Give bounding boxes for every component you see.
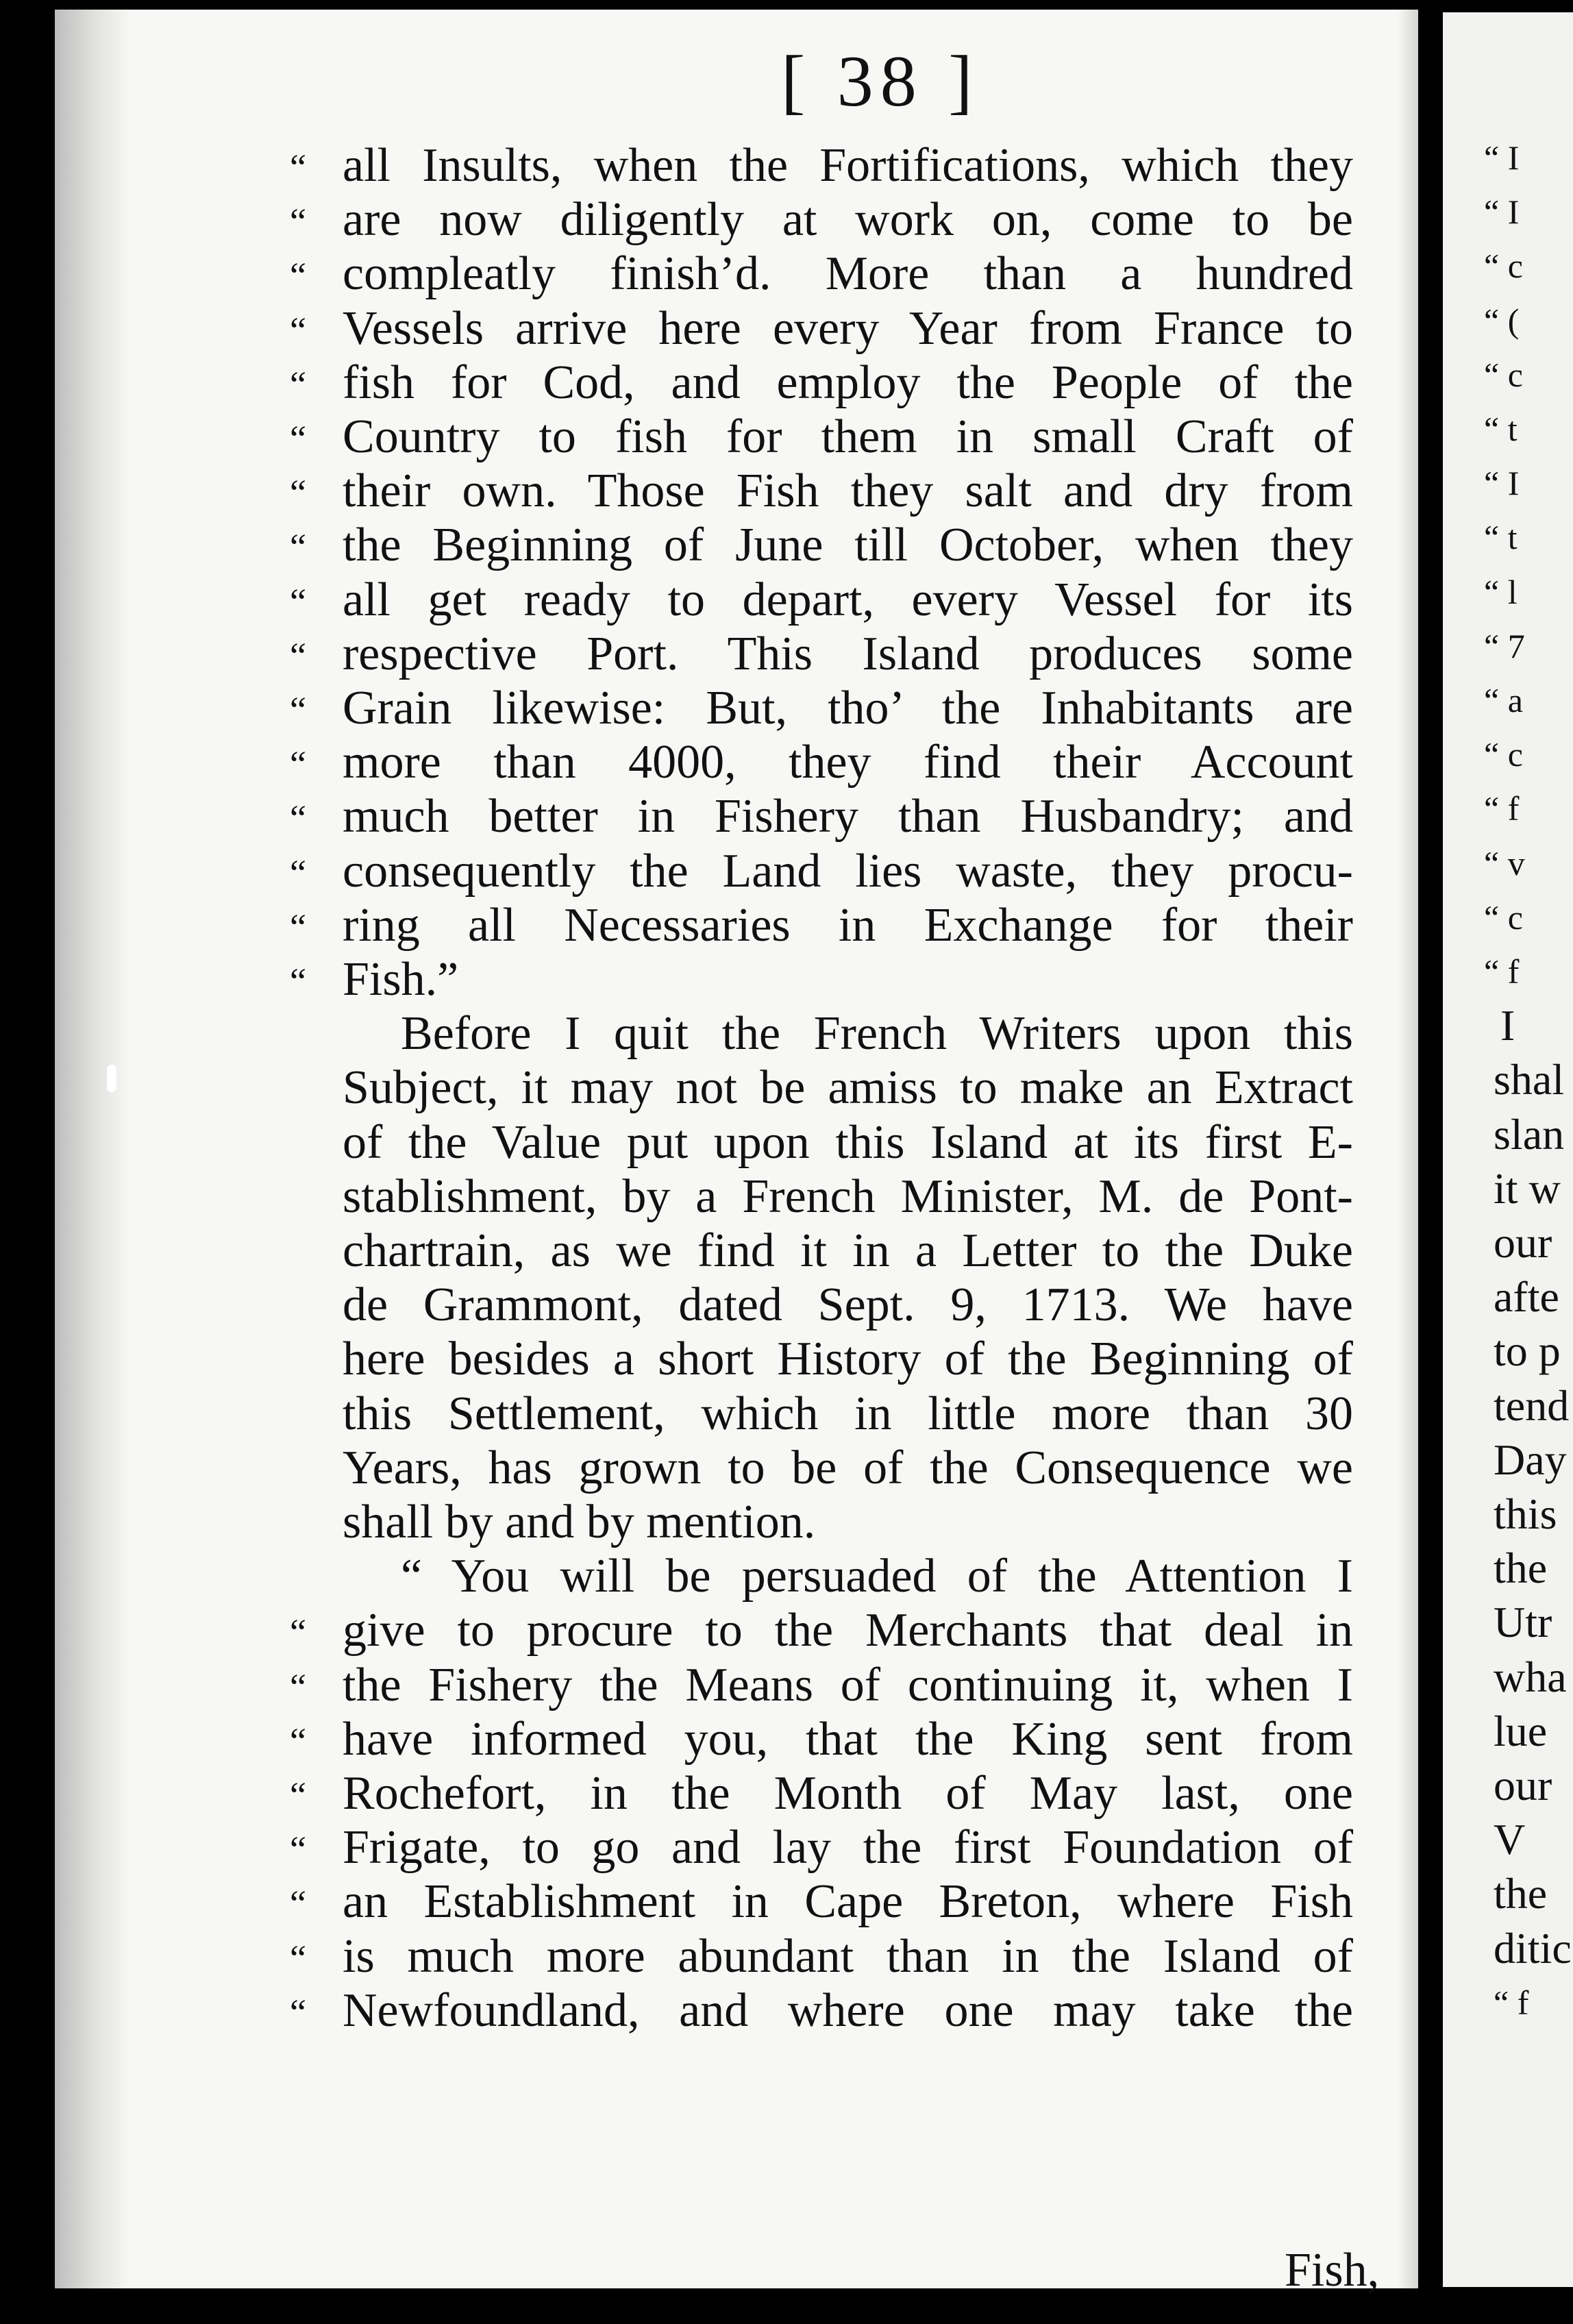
quote-mark: “ <box>290 1991 306 2033</box>
line-text: Grain likewise: But, tho’ the Inhabitants are <box>343 682 1353 734</box>
line-text: of the Value put upon this Island at its first E- <box>343 1115 1353 1169</box>
quote-mark: “ <box>290 1937 306 1979</box>
quote-mark: “ <box>290 526 306 568</box>
book-fold <box>1418 0 1443 2324</box>
facing-line: “ t <box>1484 518 1518 557</box>
quote-mark: “ <box>290 472 306 514</box>
paper-fleck <box>107 1065 116 1092</box>
line-text: the Beginning of June till October, when they <box>343 519 1353 572</box>
facing-line: “ c <box>1484 735 1523 774</box>
line-text: Country to fish for them in small Craft of <box>343 410 1353 463</box>
quote-mark: “ <box>290 906 306 948</box>
body-text <box>55 10 1418 2288</box>
line-text: shall by and by mention. <box>343 1496 816 1548</box>
line-text: “ You will be persuaded of the Attention I <box>401 1550 1353 1603</box>
catchword-text: Fish, <box>1285 2244 1380 2297</box>
line-text: Rochefort, in the Month of May last, one <box>343 1767 1353 1820</box>
facing-line: this <box>1494 1489 1557 1538</box>
line-text: give to procure to the Merchants that deal in <box>343 1604 1353 1657</box>
facing-line: “ f <box>1484 952 1520 991</box>
facing-line: slan <box>1494 1109 1565 1159</box>
facing-line: “ c <box>1484 355 1523 394</box>
book-page <box>55 10 1418 2297</box>
facing-line: wha <box>1494 1652 1567 1701</box>
quote-mark: “ <box>290 961 306 1002</box>
facing-line: “ c <box>1484 247 1523 286</box>
catchword <box>1285 2243 1379 2298</box>
facing-line: “ f <box>1494 1983 1529 2022</box>
quote-mark: “ <box>290 634 306 676</box>
line-text: chartrain, as we find it in a Letter to the Duke <box>343 1224 1353 1277</box>
page-number: [ 38 ] <box>781 41 980 121</box>
quote-mark: “ <box>290 363 306 405</box>
line-text: their own. Those Fish they salt and dry from <box>343 465 1353 518</box>
facing-line: our <box>1494 1761 1552 1809</box>
facing-line: our <box>1494 1218 1552 1267</box>
facing-line: “ v <box>1484 843 1525 882</box>
line-text: Frigate, to go and lay the first Foundation of <box>343 1821 1353 1875</box>
quote-mark: “ <box>290 418 306 459</box>
facing-line: to p <box>1494 1326 1561 1376</box>
facing-line: “ I <box>1484 193 1520 232</box>
line-text: all get ready to depart, every Vessel for its <box>343 573 1353 626</box>
facing-line: “ c <box>1484 898 1523 937</box>
facing-line: “ l <box>1484 572 1518 611</box>
line-text: an Establishment in Cape Breton, where Fish <box>343 1875 1353 1929</box>
line-text: stablishment, by a French Minister, M. de Pont- <box>343 1170 1353 1223</box>
facing-line: “ t <box>1484 410 1518 448</box>
facing-line: “ 7 <box>1484 626 1525 665</box>
quote-mark: “ <box>290 1666 306 1707</box>
line-text: compleatly finish’d. More than a hundred <box>343 247 1353 301</box>
line-text: Subject, it may not be amiss to make an Extract <box>343 1061 1353 1115</box>
line-text: respective Port. This Island produces some <box>343 627 1353 680</box>
line-text: are now diligently at work on, come to be <box>343 193 1353 247</box>
line-text: fish for Cod, and employ the People of the <box>343 356 1353 409</box>
facing-line: lue <box>1494 1706 1548 1755</box>
line-text: Before I quit the French Writers upon this <box>401 1007 1353 1061</box>
quote-mark: “ <box>290 201 306 243</box>
line-text: more than 4000, they find their Account <box>343 736 1353 789</box>
quote-mark: “ <box>290 309 306 351</box>
facing-line: “ f <box>1484 789 1520 828</box>
line-text: Vessels arrive here every Year from France to <box>343 301 1353 355</box>
facing-line: I <box>1500 1001 1515 1050</box>
facing-line: tend <box>1494 1381 1570 1430</box>
quote-mark: “ <box>290 1775 306 1816</box>
quote-mark: “ <box>290 1829 306 1870</box>
line-text: the Fishery the Means of continuing it, when I <box>343 1658 1353 1711</box>
facing-line: the <box>1494 1544 1548 1593</box>
quote-mark: “ <box>290 1611 306 1653</box>
line-text: de Grammont, dated Sept. 9, 1713. We have <box>343 1278 1353 1332</box>
quote-mark: “ <box>290 798 306 839</box>
facing-line: Day <box>1494 1435 1567 1484</box>
facing-line: “ I <box>1484 138 1520 177</box>
line-text: have informed you, that the King sent from <box>343 1712 1353 1766</box>
quote-mark: “ <box>290 689 306 730</box>
facing-line: afte <box>1494 1272 1559 1322</box>
facing-line: “ I <box>1484 464 1520 503</box>
line-text: ring all Necessaries in Exchange for their <box>343 898 1353 952</box>
quote-mark: “ <box>290 147 306 188</box>
line-text: is much more abundant than in the Island of <box>343 1929 1353 1983</box>
line-text: all Insults, when the Fortifications, which they <box>343 139 1353 192</box>
quote-mark: “ <box>290 580 306 622</box>
quote-mark: “ <box>290 1883 306 1925</box>
line-text: this Settlement, which in little more than 30 <box>343 1387 1353 1440</box>
line-text: here besides a short History of the Beginning of <box>343 1333 1353 1386</box>
line-text: much better in Fishery than Husbandry; and <box>343 790 1353 843</box>
facing-line: shal <box>1494 1055 1565 1104</box>
facing-line: V <box>1494 1815 1526 1864</box>
line-text: Newfoundland, and where one may take the <box>343 1983 1353 2037</box>
facing-line: it w <box>1494 1163 1561 1213</box>
line-text: Fish.” <box>343 953 459 1006</box>
facing-page <box>1443 12 1573 2287</box>
facing-line: Utr <box>1494 1598 1552 1647</box>
quote-mark: “ <box>290 255 306 297</box>
facing-line: the <box>1494 1869 1548 1918</box>
quote-mark: “ <box>290 1720 306 1761</box>
line-text: Years, has grown to be of the Consequence we <box>343 1441 1353 1494</box>
line-text: consequently the Land lies waste, they procu- <box>343 844 1353 898</box>
quote-mark: “ <box>290 743 306 785</box>
facing-line: “ a <box>1484 681 1523 719</box>
facing-line: “ ( <box>1484 301 1520 340</box>
facing-line: ditic <box>1494 1923 1572 1973</box>
quote-mark: “ <box>290 852 306 893</box>
bleed-through-marks <box>497 2242 784 2269</box>
